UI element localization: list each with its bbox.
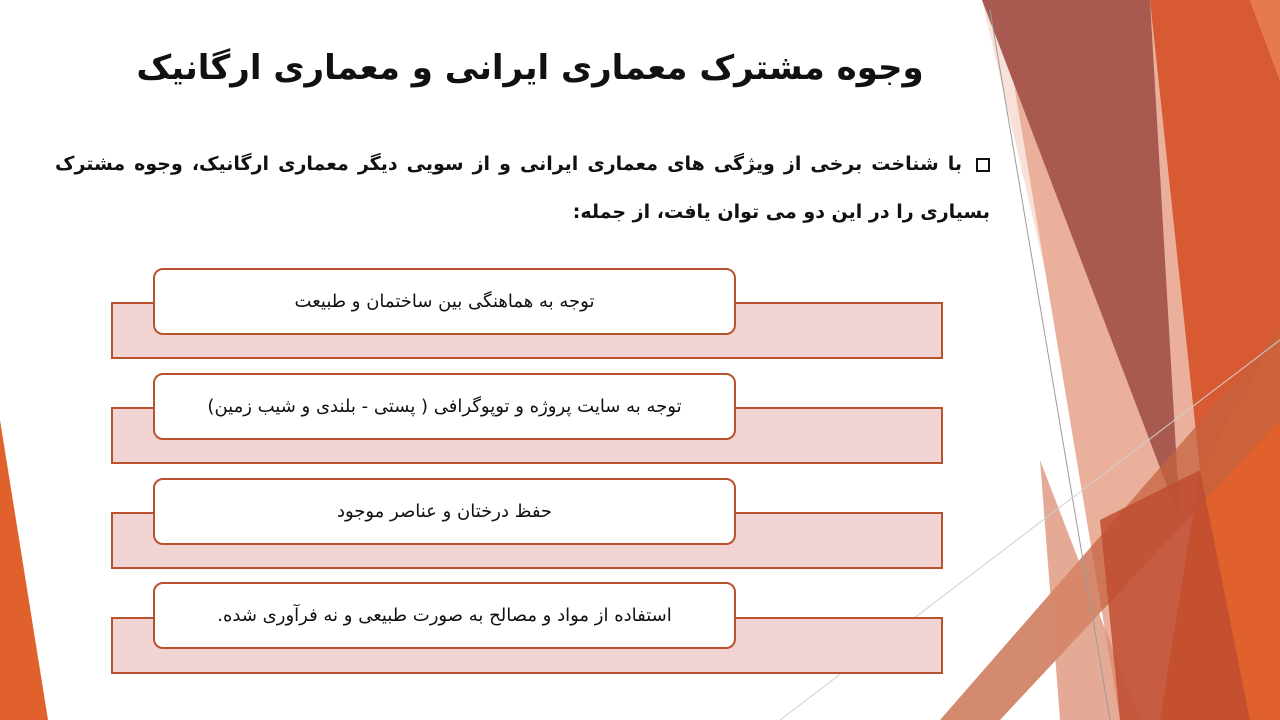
list-item-text: توجه به سایت پروژه و توپوگرافی ( پستی - بلندی و شیب زمین) (207, 396, 682, 417)
intro-paragraph (55, 140, 990, 236)
list-item-2 (153, 373, 736, 440)
list-item-text: حفظ درختان و عناصر موجود (336, 501, 553, 522)
list-item-text: استفاده از مواد و مصالح به صورت طبیعی و نه فرآوری شده. (217, 605, 672, 626)
intro-text: با شناخت برخی از ویژگی های معماری ایرانی و از سویی دیگر معماری ارگانیک، وجوه مشترک بسیاری را در این دو می توان یافت، از جمله: (55, 153, 990, 223)
list-item-text: توجه به هماهنگی بین ساختمان و طبیعت (294, 291, 595, 312)
list-item-4 (153, 582, 736, 649)
list-item-1 (153, 268, 736, 335)
list-item-3 (153, 478, 736, 545)
slide-title: وجوه مشترک معماری ایرانی و معماری ارگانیک (136, 48, 924, 88)
checkbox-bullet-icon (976, 158, 990, 172)
